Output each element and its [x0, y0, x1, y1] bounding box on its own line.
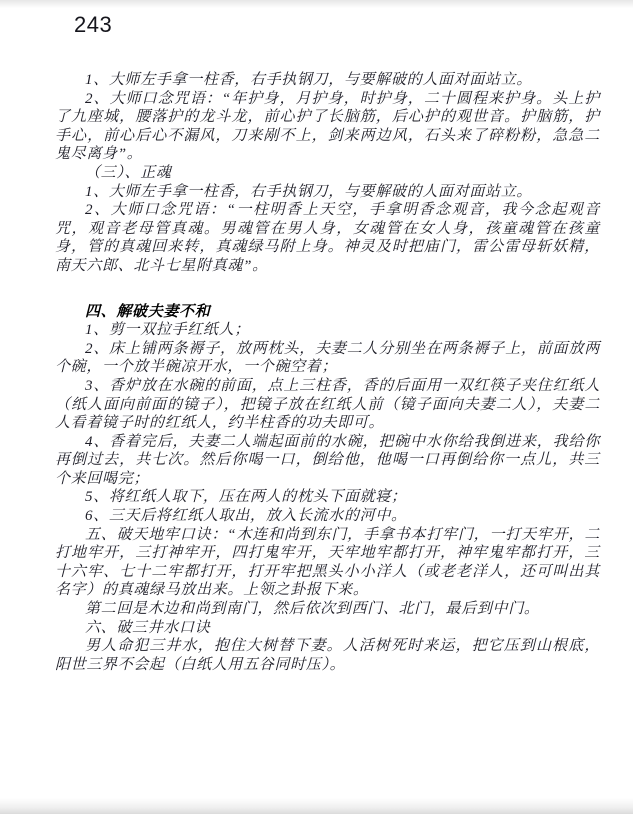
paragraph: 1、大师左手拿一柱香，右手执钢刀，与要解破的人面对面站立。 [85, 72, 533, 88]
text-body [55, 71, 600, 674]
page-number: 243 [74, 12, 113, 37]
paragraph: 1、大师左手拿一柱香，右手执钢刀，与要解破的人面对面站立。 [85, 183, 533, 200]
paragraph: 男人命犯三井水，抱住大树替下妻。人活树死时来运，把它压到山根底，阳世三界不会起（白纸人用五谷同时压）。 [55, 638, 600, 673]
paragraph: 第二回是木边和尚到南门，然后依次到西门、北门，最后到中门。 [85, 601, 540, 618]
scan-edge-bottom [0, 798, 633, 814]
paragraph: 3、香炉放在水碗的前面，点上三柱香，香的后面用一双红筷子夹住红纸人（纸人面向前面的镜子），把镜子放在红纸人前（镜子面向夫妻二人），夫妻二人看着镜子时的红纸人，约半柱香的功夫即可。 [55, 377, 600, 432]
paragraph: （三）、正魂 [85, 164, 172, 181]
paragraph: 1、剪一双拉手红纸人； [85, 322, 250, 339]
paragraph: 2、床上铺两条褥子，放两枕头，夫妻二人分别坐在两条褥子上，前面放两个碗，一个放半碗凉开水，一个碗空着； [55, 340, 600, 376]
scan-edge-top [0, 0, 633, 8]
paragraph: 6、三天后将红纸人取出，放入长流水的河中。 [85, 508, 407, 525]
paragraph: 2、大师口念咒语：“年护身，月护身，时护身，二十圆程来护身。头上护了九座城，腰落护的龙斗龙，前心护了长脑筋，后心护的观世音。护脑筋，护手心，前心后心不漏风，刀来剐不上，剑来两边风，石头来了碎粉粉，急急二鬼尽离身”。 [55, 90, 600, 163]
paragraph: 六、破三井水口诀 [85, 619, 211, 636]
paragraph: 2、大师口念咒语：“一柱明香上天空，手拿明香念观音，我今念起观音咒，观音老母管真魂。男魂管在男人身，女魂管在女人身，孩童魂管在孩童身，管的真魂回来转，真魂绿马附上身。神灵及时把庙门，雷公雷母斩妖精，南天六郎、北斗七星附真魂”。 [55, 202, 600, 274]
section-heading: 四、解破夫妻不和 [85, 303, 211, 320]
paragraph: 5、将红纸人取下，压在两人的枕头下面就寝； [85, 489, 407, 506]
paragraph: 4、香着完后，夫妻二人端起面前的水碗，把碗中水你给我倒进来，我给你再倒过去，共七次。然后你喝一口，倒给他，他喝一口再倒给你一点儿，共三个来回喝完； [55, 433, 600, 487]
paragraph: 五、破天地牢口诀：“木连和尚到东门，手拿书本打牢门，一打天牢开，二打地牢开，三打神牢开，四打鬼牢开，天牢地牢都打开，神牢鬼牢都打开，三十六牢、七十二牢都打开，打开牢把黑头小小洋人（或老老洋人，还可叫出其名字）的真魂绿马放出来。上领之卦报下来。 [55, 526, 600, 599]
